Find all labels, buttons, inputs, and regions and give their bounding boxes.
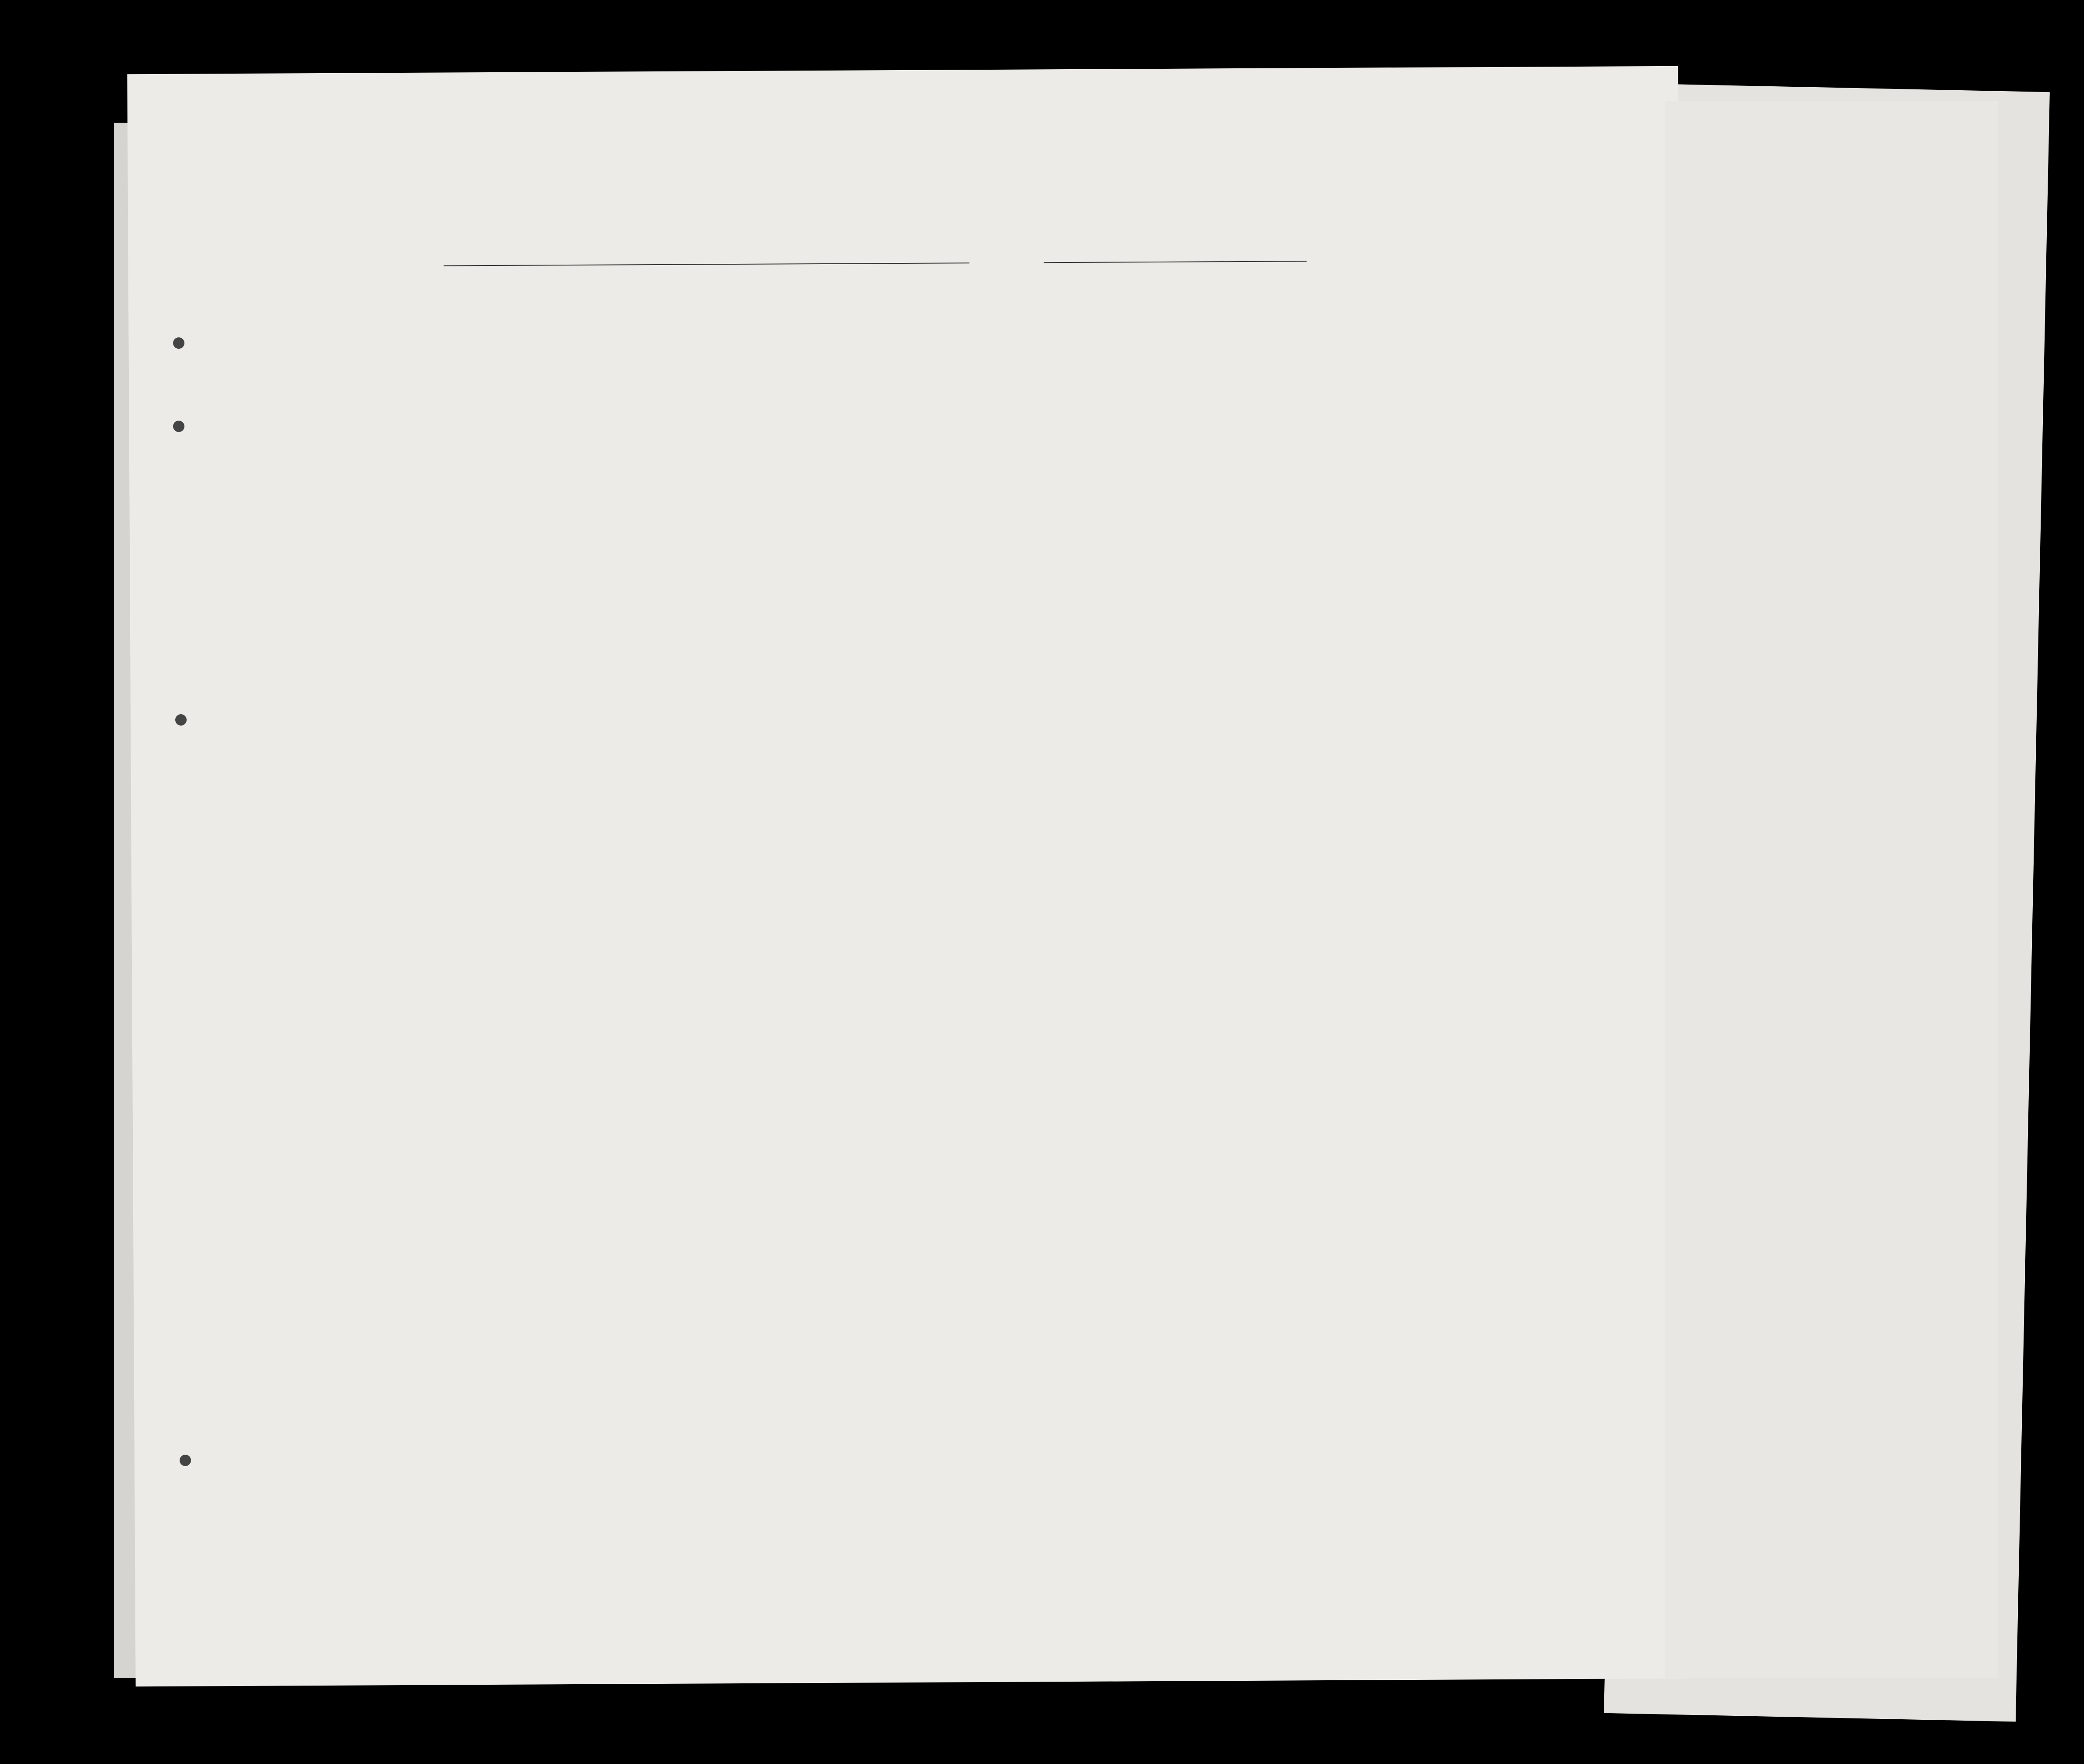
binder-hole: [173, 421, 184, 432]
binder-hole: [175, 714, 187, 726]
table-grid: [127, 66, 1686, 1686]
binder-hole: [173, 337, 184, 349]
manifest-sheet: [127, 66, 1686, 1686]
right-overlay-sheet: [1665, 101, 1998, 1678]
binder-hole: [180, 1455, 191, 1466]
